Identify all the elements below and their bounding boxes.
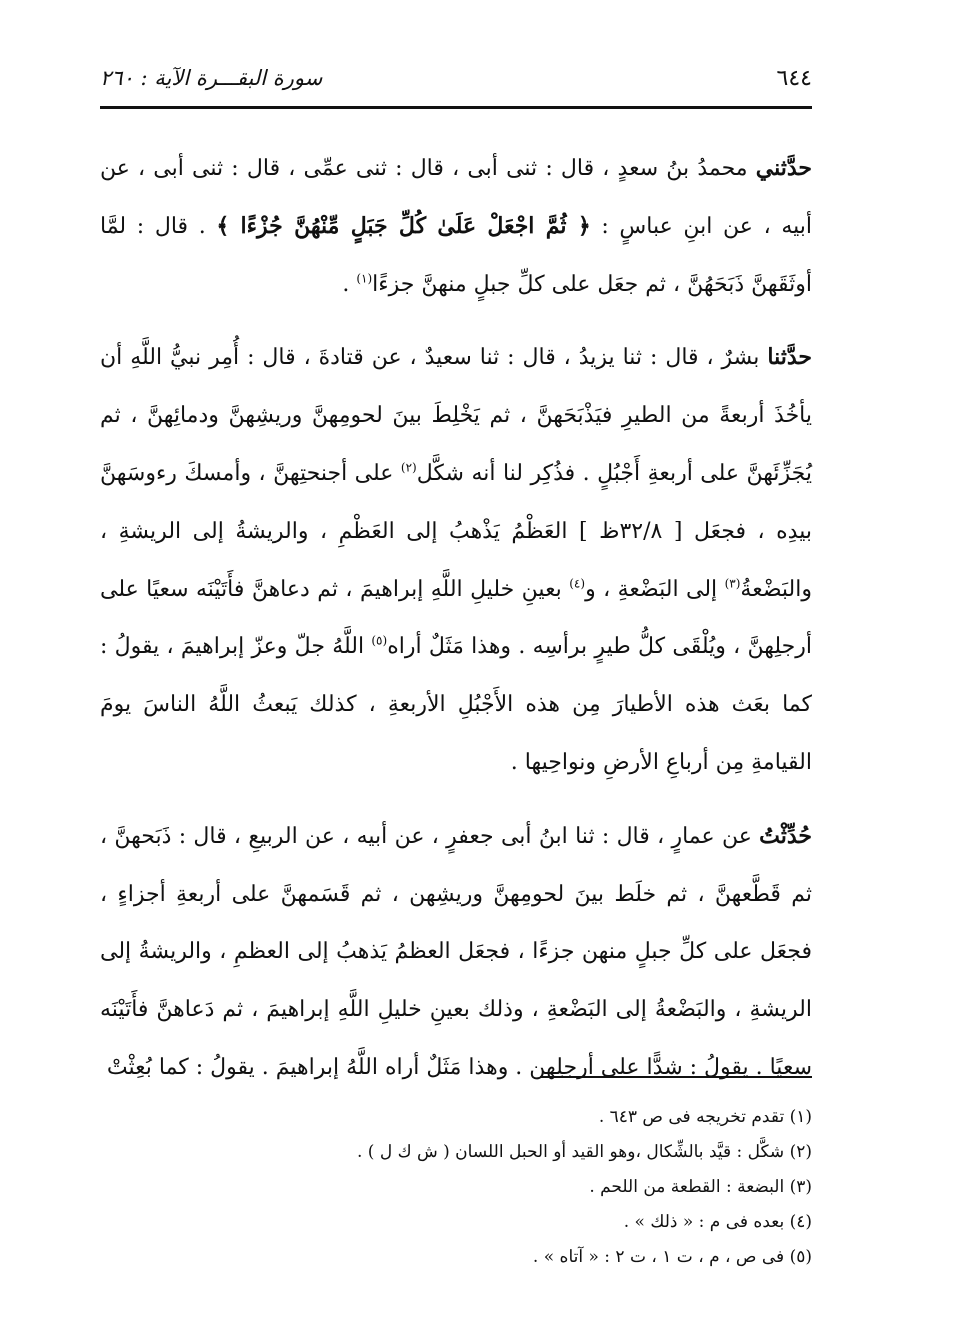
paragraph-lead: حدَّثني xyxy=(755,155,812,181)
footnote-1: (١) تقدم تخريجه فى ص ٦٤٣ . xyxy=(598,1107,812,1127)
footnotes xyxy=(100,1100,812,1275)
paragraph-text: على أجنحتِهنَّ ، وأمسكَ رءوسَهنَّ بيدِه ، فجعَل [ ٣٢/٨ظ ] العَظْمُ يَذْهبُ إلى العَظْمِ ، والريشةُ إلى الريشةِ ، والبَضْعةُ xyxy=(100,460,812,602)
footnote-2: (٢) شكَّل : قيَّد بالشِّكال ،وهو القيد أو الحبل اللسان ( ش ك ل ) . xyxy=(356,1142,812,1162)
paragraph-2 xyxy=(100,329,812,791)
paragraph-1 xyxy=(100,140,812,313)
footnote-marker: (٥) xyxy=(371,634,388,649)
paragraph-text: . قال : لمَّا أوثَقَهنَّ ذَبَحَهُنَّ ، ثم جعَل على كلِّ جبلٍ منهنَّ جزءًا xyxy=(100,213,812,297)
paragraph-lead: حُدِّثْتُ xyxy=(759,822,812,849)
paragraph-text: إلى البَضْعةِ ، و xyxy=(585,576,725,602)
paragraph-lead: حدَّثنا xyxy=(767,344,812,371)
paragraph-text: عن عمارٍ ، قال : ثنا ابنُ أبى جعفرٍ ، عن أبيه ، عن الربيعِ ، قال : ذَبَحهنَّ ، ثم قَطَّعهنَّ ، ثم خلَط بينَ لحومِهنَّ وريشِهن ، ثم قَسَمهنَّ على أربعةِ أجزاءٍ ، فجعَل على كلِّ جبلٍ منهن جزءًا ، فجعَل العظمُ يَذهبُ إلى العظمِ ، والريشةُ إلى الريشةِ ، والبَضْعةُ إلى البَضْعةِ ، وذلك بعينِ خليلِ اللَّهِ إبراهيمَ ، ثم دَعاهنَّ فأَتَيْنَه سعيًا . يقولُ : شدًّا على أرجلِهن . وهذا مَثَلٌ أراه اللَّهُ إبراهيمَ . يقولُ : كما بُعِثْتْ xyxy=(100,823,812,1080)
footnote-5: (٥) فى ص ، م ، ت ١ ، ت ٢ : « آتاه » . xyxy=(532,1247,812,1267)
paragraph-text: . xyxy=(342,271,357,297)
book-page xyxy=(100,0,812,1330)
header-rule xyxy=(100,106,812,109)
footnote-rule xyxy=(540,1076,812,1078)
footnote-marker: (٤) xyxy=(569,576,586,591)
paragraph-text: اللَّهُ جلّ وعزّ إبراهيمَ ، يقولُ : كما بعَث هذه الأطيارَ مِن هذه الأَجْبُلِ الأربعةِ ، كذلك يَبعثُ اللَّهُ الناسَ يومَ القيامةِ مِن أرباعِ الأرضِ ونواحِيها . xyxy=(100,634,812,775)
footnote-4: (٤) بعده فى م : « ذلك » . xyxy=(623,1212,812,1232)
paragraph-text: محمدُ بنُ سعدٍ ، قال : ثنى أبى ، قال : ثنى عمِّى ، قال : ثنى أبى ، عن أبيه ، عن ابنِ عباسٍ : xyxy=(100,156,812,239)
footnote-marker: (٢) xyxy=(400,460,417,475)
footnote-marker: (١) xyxy=(356,271,373,286)
quran-verse: ﴿ ثُمَّ اجْعَلْ عَلَىٰ كُلِّ جَبَلٍ مِّنْهُنَّ جُزْءًا ﴾ xyxy=(216,212,591,239)
footnote-3: (٣) البضعة : القطعة من اللحم . xyxy=(589,1177,812,1197)
paragraph-text: بشرٌ ، قال : ثنا يزيدُ ، قال : ثنا سعيدٌ ، عن قتادةَ ، قال : أُمِر نبيُّ اللَّهِ أن يأخُذَ أربعةً من الطيرِ فيَذْبَحَهنَّ ، ثم يَخْلِطَ بينَ لحومِهنَّ وريشِهنَّ ودمائِهنَّ ، ثم يُجَزِّئَهنَّ على أربعةِ أَجْبُلٍ . فذُكِر لنا أنه شكَّل xyxy=(100,345,813,486)
running-title: سورة البقـــرة الآية : ٢٦٠ xyxy=(100,66,323,90)
paragraph-text: بعينِ خليلِ اللَّهِ إبراهيمَ ، ثم دعاهنَّ فأَتَيْنَه سعيًا على أرجلِهنَّ ، ويُلْقَى كلُّ طيرٍ برأسِه . وهذا مَثَلٌ أراه xyxy=(100,576,812,660)
page-number: ٦٤٤ xyxy=(776,65,812,91)
paragraph-3 xyxy=(100,808,812,1097)
footnote-marker: (٣) xyxy=(724,576,741,591)
page-header xyxy=(100,58,812,98)
main-text xyxy=(100,140,812,1113)
